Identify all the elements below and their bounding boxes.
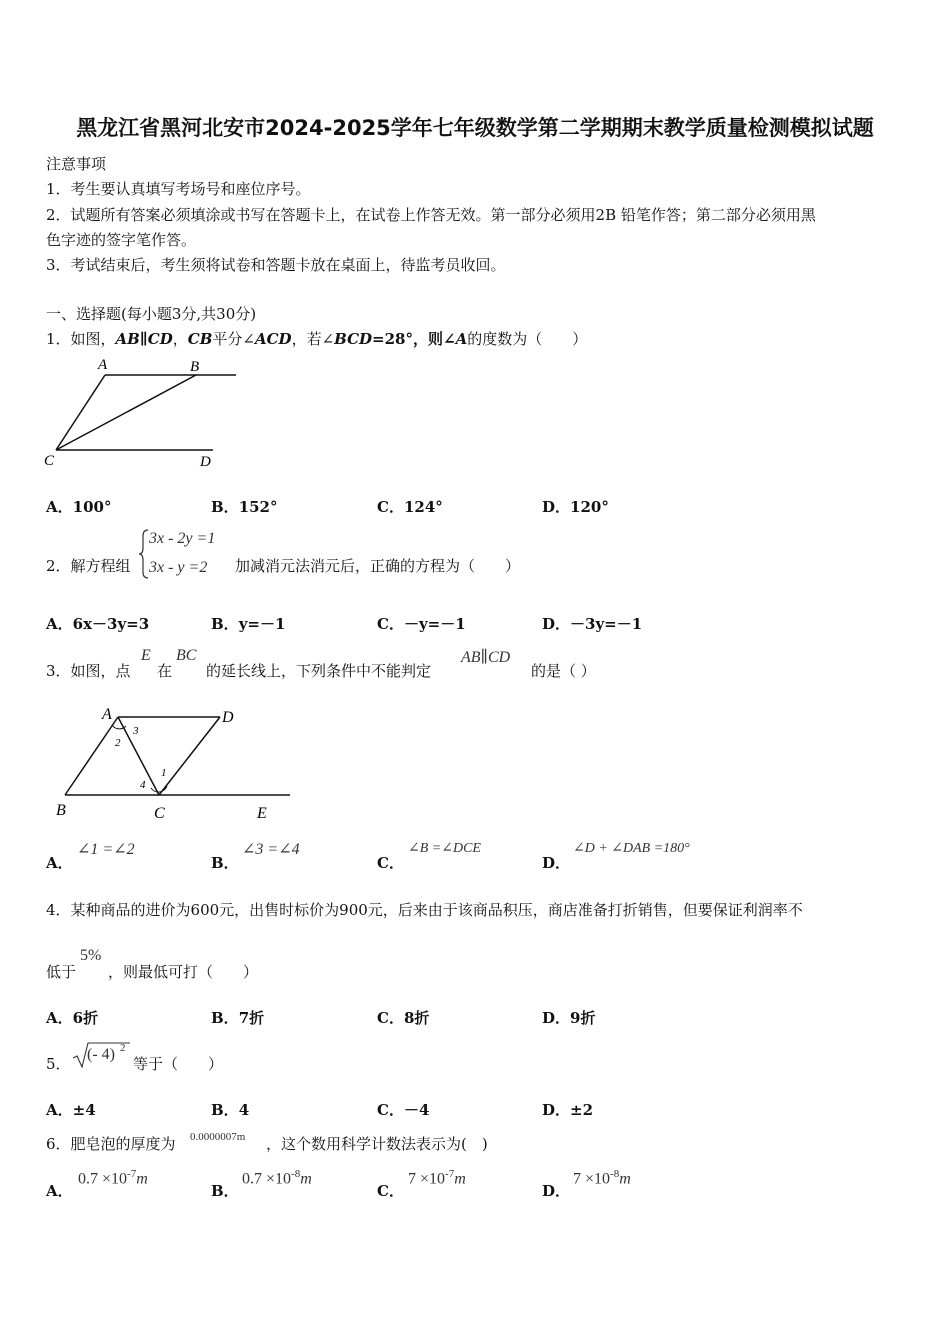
q4-option-d[interactable] bbox=[542, 1007, 595, 1028]
question-1-stem bbox=[46, 328, 587, 349]
option-label: C． bbox=[377, 498, 404, 516]
q1-option-d[interactable] bbox=[542, 496, 609, 517]
q2-option-a[interactable] bbox=[46, 613, 149, 634]
q4-option-b[interactable] bbox=[211, 1007, 264, 1028]
q2-stem: 加减消元法消元后，正确的方程为（ ） bbox=[235, 557, 521, 575]
q3-fig-angle-4: 4 bbox=[140, 779, 146, 791]
option-label: C． bbox=[377, 1101, 404, 1119]
option-value: ±2 bbox=[570, 1101, 594, 1119]
q3-fig-angle-2: 2 bbox=[115, 737, 121, 749]
section-heading: 一、选择题(每小题3分,共30分) bbox=[46, 305, 257, 323]
q1-sep: ， bbox=[172, 330, 188, 348]
q1-figure bbox=[38, 352, 248, 472]
q4-option-c[interactable] bbox=[377, 1007, 429, 1028]
option-value: 9折 bbox=[570, 1009, 596, 1027]
sci-exp: -7 bbox=[127, 1168, 137, 1180]
sci-exp: -7 bbox=[445, 1168, 455, 1180]
q3-option-a-label[interactable]: A． bbox=[46, 854, 73, 872]
q4-percent: 5% bbox=[80, 947, 102, 964]
q3-fig-label-d: D bbox=[222, 709, 234, 726]
q4-line1: 4．某种商品的进价为600元，出售时标价为900元，后来由于该商品积压，商店准备打折销售，但要保证利润率不 bbox=[46, 901, 803, 919]
q5-option-b[interactable] bbox=[211, 1099, 249, 1120]
option-label: B． bbox=[211, 1009, 239, 1027]
q6-option-b-label[interactable]: B． bbox=[211, 1182, 239, 1200]
option-value: 120° bbox=[570, 498, 609, 516]
option-label: C． bbox=[377, 615, 404, 633]
q4-line2a: 低于 bbox=[46, 963, 77, 981]
sci-base: 7 ×10 bbox=[573, 1170, 611, 1188]
option-label: A． bbox=[46, 498, 73, 516]
q1-num: 1．如图， bbox=[46, 330, 116, 348]
notice-item: 1．考生要认真填写考场号和座位序号。 bbox=[46, 180, 311, 198]
q3-option-b-label[interactable]: B． bbox=[211, 854, 239, 872]
q2-option-d[interactable] bbox=[542, 613, 642, 634]
q1-option-a[interactable] bbox=[46, 496, 111, 517]
q5-option-c[interactable] bbox=[377, 1099, 429, 1120]
q1-cb: CB bbox=[187, 330, 213, 348]
q1-text: ，若∠ bbox=[291, 330, 335, 348]
sci-base: 7 ×10 bbox=[408, 1170, 446, 1188]
option-value: 152° bbox=[238, 498, 278, 516]
option-value: 7折 bbox=[238, 1009, 265, 1027]
q3-fig-label-e: E bbox=[257, 805, 267, 822]
q3-bc: BC bbox=[176, 647, 197, 664]
option-value: －4 bbox=[403, 1101, 430, 1119]
notice-item: 3．考试结束后，考生须将试卷和答题卡放在桌面上，待监考员收回。 bbox=[46, 256, 506, 274]
option-label: B． bbox=[211, 1101, 239, 1119]
option-value: 6折 bbox=[72, 1009, 99, 1027]
q3-figure bbox=[52, 700, 297, 825]
q1-text: 平分∠ bbox=[212, 330, 255, 348]
option-value: －3y=－1 bbox=[570, 615, 643, 633]
q1-acd: ACD bbox=[254, 330, 292, 348]
q1-fig-label-c: C bbox=[44, 453, 55, 469]
q3-at: 在 bbox=[157, 662, 173, 680]
q6-value: 0.0000007m bbox=[190, 1131, 246, 1143]
q3-option-a-value: ∠1 =∠2 bbox=[77, 841, 135, 858]
q1-fig-label-d: D bbox=[200, 454, 211, 470]
q1-ab-cd: AB∥CD bbox=[115, 330, 173, 348]
q2-eq2: 3x - y =2 bbox=[149, 559, 208, 576]
sci-unit: m bbox=[300, 1170, 312, 1188]
q3-fig-label-c: C bbox=[154, 805, 165, 822]
q5-stem: 等于（ ） bbox=[133, 1055, 224, 1073]
q3-option-c-label[interactable]: C． bbox=[377, 854, 404, 872]
notice-item: 2．试题所有答案必须填涂或书写在答题卡上，在试卷上作答无效。第一部分必须用2B 铅笔作答；第二部分必须用黑 bbox=[46, 206, 816, 224]
q1-fig-label-b: B bbox=[190, 359, 200, 375]
option-label: A． bbox=[46, 615, 73, 633]
q3-stem: 的延长线上，下列条件中不能判定 bbox=[206, 662, 432, 680]
q3-tail: 的是（ ） bbox=[531, 662, 596, 680]
q3-fig-angle-1: 1 bbox=[161, 767, 167, 779]
q5-num: 5． bbox=[46, 1055, 71, 1073]
page-title: 黑龙江省黑河北安市2024-2025学年七年级数学第二学期期末教学质量检测模拟试题 bbox=[76, 116, 874, 140]
q1-text: 的度数为（ ） bbox=[467, 330, 588, 348]
q3-num: 3．如图，点 bbox=[46, 662, 131, 680]
sci-unit: m bbox=[136, 1170, 148, 1188]
sci-unit: m bbox=[619, 1170, 631, 1188]
option-value: ±4 bbox=[72, 1101, 96, 1119]
q5-radicand: (- 4) bbox=[87, 1046, 115, 1063]
sci-unit: m bbox=[454, 1170, 466, 1188]
option-label: A． bbox=[46, 1101, 73, 1119]
q3-fig-label-a: A bbox=[102, 706, 112, 723]
q1-fig-label-a: A bbox=[98, 357, 108, 373]
q6-option-d-value bbox=[573, 1168, 631, 1188]
option-value: 124° bbox=[403, 498, 443, 516]
q3-option-c-value: ∠B =∠DCE bbox=[408, 841, 481, 856]
q3-point-e: E bbox=[141, 647, 151, 664]
q3-option-d-label[interactable]: D． bbox=[542, 854, 571, 872]
q6-stem: ，这个数用科学计数法表示为( ) bbox=[266, 1135, 488, 1153]
q3-fig-angle-3: 3 bbox=[133, 725, 139, 737]
q6-option-c-label[interactable]: C． bbox=[377, 1182, 404, 1200]
q4-option-a[interactable] bbox=[46, 1007, 98, 1028]
sci-base: 0.7 ×10 bbox=[78, 1170, 128, 1188]
q6-option-a-label[interactable]: A． bbox=[46, 1182, 73, 1200]
notice-heading: 注意事项 bbox=[46, 155, 107, 173]
q5-option-d[interactable] bbox=[542, 1099, 593, 1120]
q3-ab-cd: AB∥CD bbox=[461, 649, 511, 666]
q6-option-c-value bbox=[408, 1168, 466, 1188]
q5-exponent: 2 bbox=[120, 1042, 126, 1054]
q1-a: A bbox=[455, 330, 468, 348]
option-label: A． bbox=[46, 1009, 73, 1027]
q2-num: 2．解方程组 bbox=[46, 557, 131, 575]
sci-exp: -8 bbox=[291, 1168, 301, 1180]
q1-bcd: BCD bbox=[334, 330, 373, 348]
q6-option-b-value bbox=[242, 1168, 312, 1188]
sci-exp: -8 bbox=[610, 1168, 620, 1180]
q4-line2b: ，则最低可打（ ） bbox=[108, 963, 259, 981]
q1-option-b[interactable] bbox=[211, 496, 278, 517]
option-label: B． bbox=[211, 615, 239, 633]
q2-eq1: 3x - 2y =1 bbox=[149, 530, 216, 547]
option-value: 8折 bbox=[403, 1009, 430, 1027]
option-value: 4 bbox=[238, 1101, 250, 1119]
q6-num: 6．肥皂泡的厚度为 bbox=[46, 1135, 176, 1153]
option-value: y=－1 bbox=[238, 615, 286, 633]
option-label: D． bbox=[542, 1009, 571, 1027]
option-label: D． bbox=[542, 498, 571, 516]
option-value: 6x－3y=3 bbox=[72, 615, 150, 633]
q3-option-d-value: ∠D + ∠DAB =180° bbox=[573, 841, 690, 856]
q1-option-c[interactable] bbox=[377, 496, 443, 517]
sci-base: 0.7 ×10 bbox=[242, 1170, 292, 1188]
option-label: D． bbox=[542, 615, 571, 633]
q1-text: =28°，则∠ bbox=[372, 330, 456, 348]
q6-option-d-label[interactable]: D． bbox=[542, 1182, 571, 1200]
q2-option-c[interactable] bbox=[377, 613, 466, 634]
q2-option-b[interactable] bbox=[211, 613, 285, 634]
q3-option-b-value: ∠3 =∠4 bbox=[242, 841, 300, 858]
option-label: C． bbox=[377, 1009, 404, 1027]
notice-item: 色字迹的签字笔作答。 bbox=[46, 231, 197, 249]
option-value: －y=－1 bbox=[403, 615, 466, 633]
q6-option-a-value bbox=[78, 1168, 148, 1188]
q5-option-a[interactable] bbox=[46, 1099, 96, 1120]
option-label: D． bbox=[542, 1101, 571, 1119]
option-label: B． bbox=[211, 498, 239, 516]
q3-fig-label-b: B bbox=[56, 802, 66, 819]
option-value: 100° bbox=[72, 498, 112, 516]
